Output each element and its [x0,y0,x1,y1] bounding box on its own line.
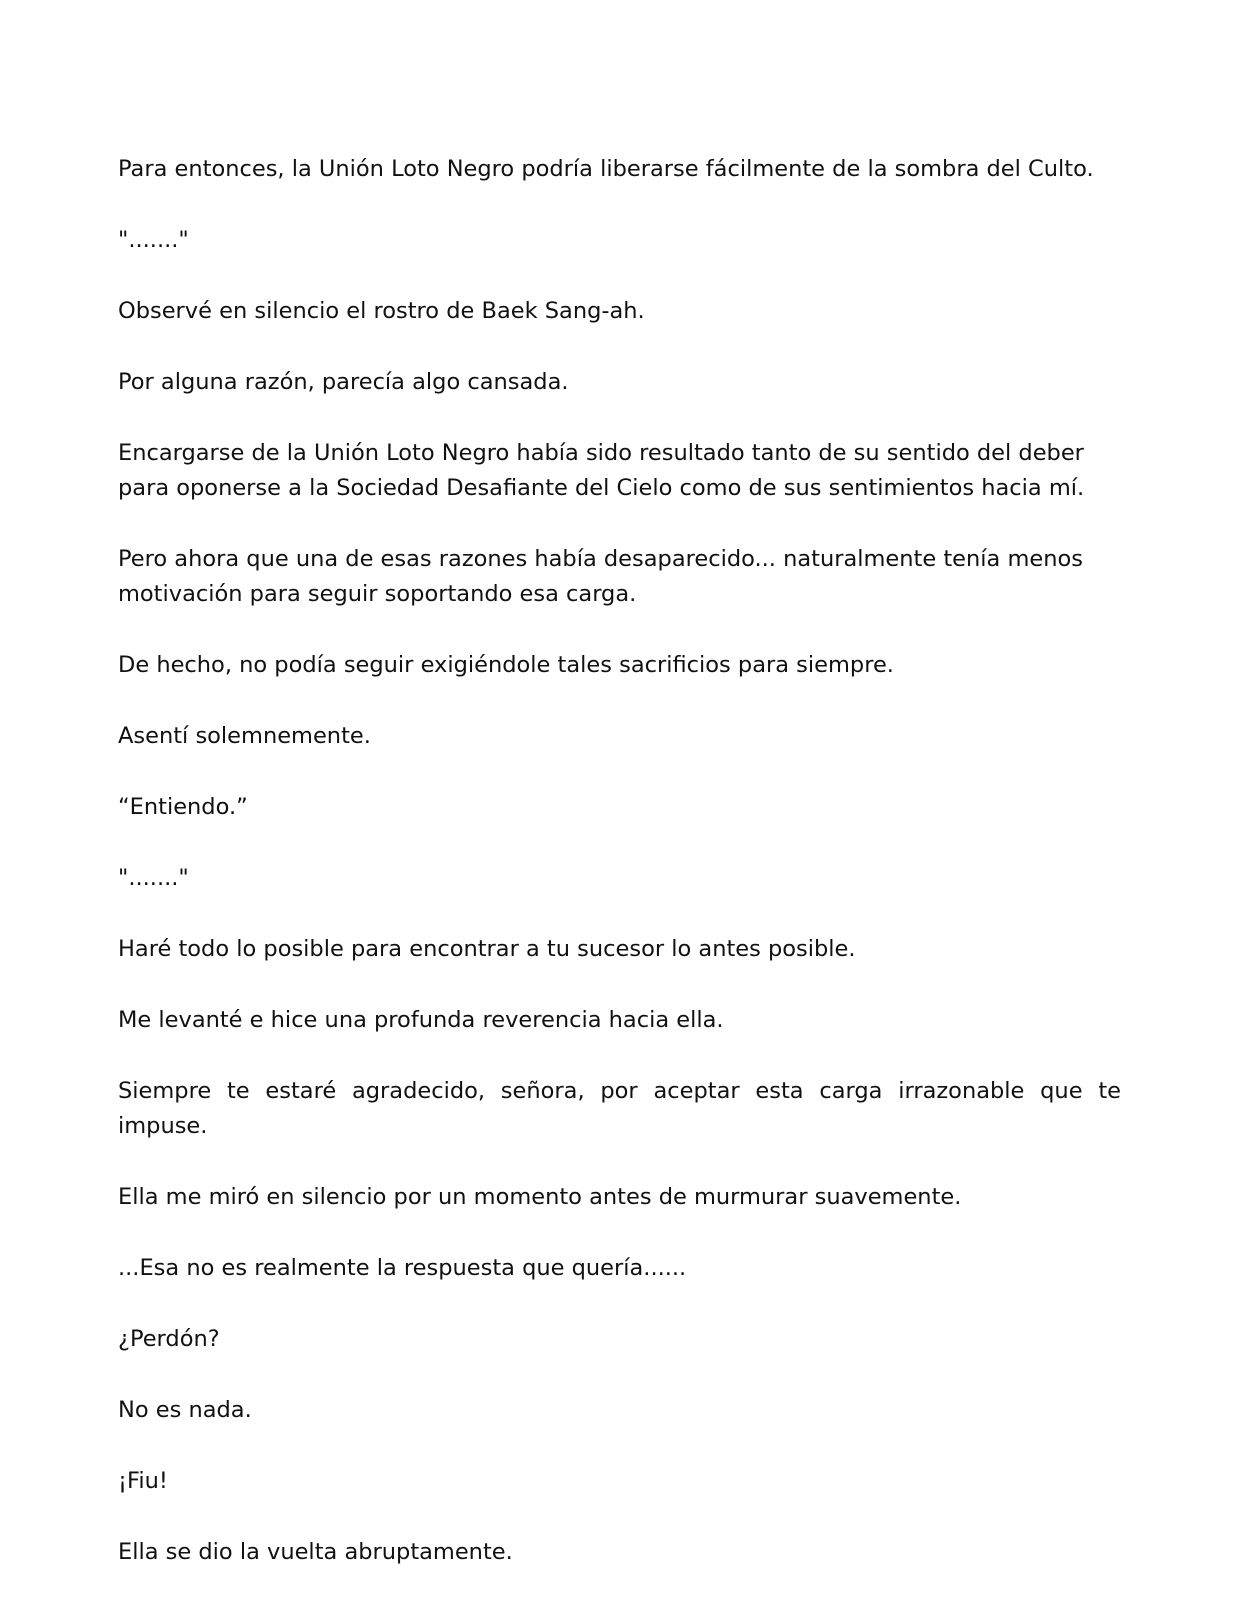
paragraph-19: Ella se dio la vuelta abruptamente. [118,1539,513,1565]
paragraph-12: Me levanté e hice una profunda reverencia hacia ella. [118,1007,724,1033]
paragraph-14: Ella me miró en silencio por un momento antes de murmurar suavemente. [118,1184,962,1210]
paragraph-1: Para entonces, la Unión Loto Negro podría liberarse fácilmente de la sombra del Culto. [118,156,1094,182]
paragraph-16: ¿Perdón? [118,1326,220,1352]
paragraph-18: ¡Fiu! [118,1468,168,1494]
paragraph-17: No es nada. [118,1397,252,1423]
paragraph-8: Asentí solemnemente. [118,723,371,749]
document-body [118,152,1121,1606]
paragraph-6: Pero ahora que una de esas razones había desaparecido... naturalmente tenía menos motivación para seguir soportando esa carga. [118,546,1083,607]
paragraph-15: ...Esa no es realmente la respuesta que quería...... [118,1255,687,1281]
paragraph-5: Encargarse de la Unión Loto Negro había sido resultado tanto de su sentido del deber para oponerse a la Sociedad Desafiante del Cielo como de sus sentimientos hacia mí. [118,440,1085,501]
paragraph-4: Por alguna razón, parecía algo cansada. [118,369,569,395]
paragraph-10: "......." [118,865,189,891]
paragraph-3: Observé en silencio el rostro de Baek Sang-ah. [118,298,645,324]
paragraph-11: Haré todo lo posible para encontrar a tu sucesor lo antes posible. [118,936,856,962]
paragraph-7: De hecho, no podía seguir exigiéndole tales sacrificios para siempre. [118,652,894,678]
paragraph-2: "......." [118,227,189,253]
paragraph-9: “Entiendo.” [118,794,248,820]
paragraph-13: Siempre te estaré agradecido, señora, por aceptar esta carga irrazonable que te impuse. [118,1078,1121,1139]
